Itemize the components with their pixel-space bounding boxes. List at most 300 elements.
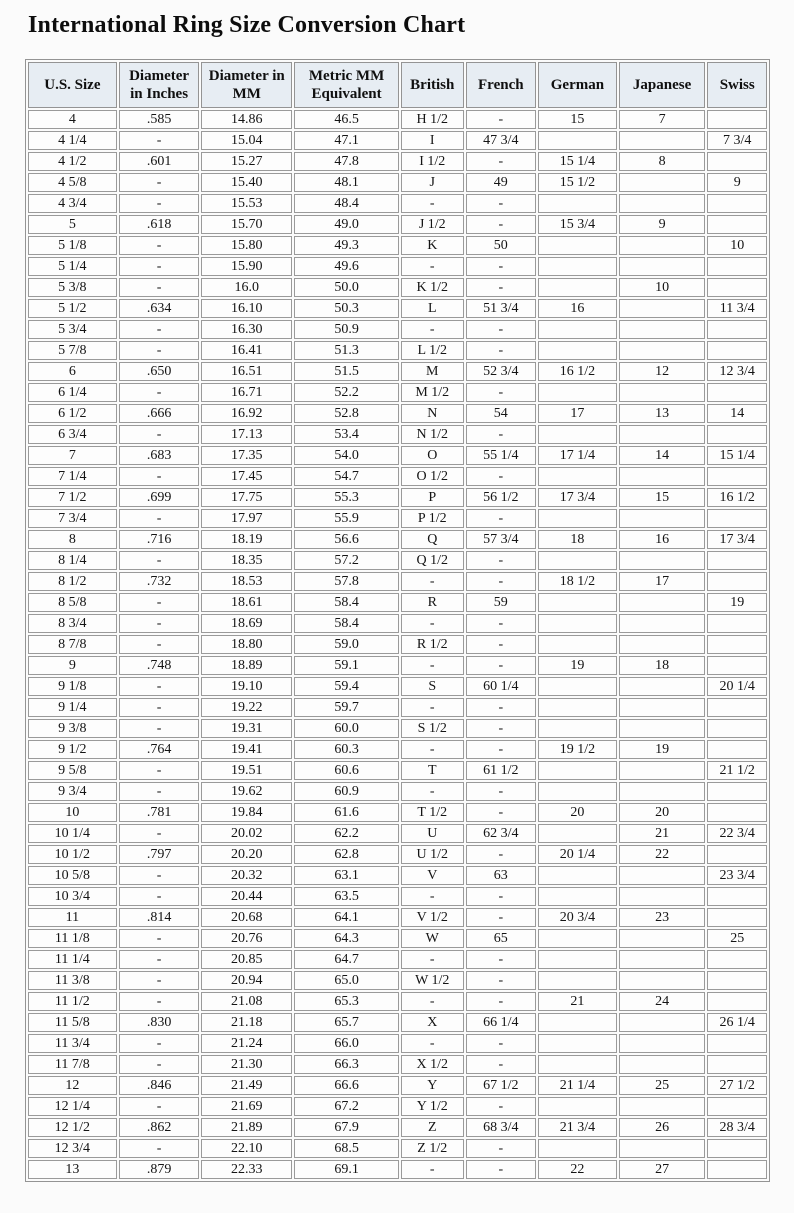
table-cell: 8 7/8 — [28, 635, 117, 654]
table-cell: - — [119, 929, 200, 948]
table-cell — [707, 509, 767, 528]
table-cell: 20.44 — [201, 887, 292, 906]
table-cell — [619, 1034, 706, 1053]
table-cell: 63.5 — [294, 887, 399, 906]
table-cell: 12 1/2 — [28, 1118, 117, 1137]
table-cell: 22 — [619, 845, 706, 864]
table-cell: 60.0 — [294, 719, 399, 738]
table-cell: 21.89 — [201, 1118, 292, 1137]
table-cell: L 1/2 — [401, 341, 464, 360]
table-cell — [707, 383, 767, 402]
table-row — [28, 1034, 767, 1053]
table-cell: O — [401, 446, 464, 465]
table-cell: 55.3 — [294, 488, 399, 507]
table-cell — [538, 614, 617, 633]
table-cell — [619, 782, 706, 801]
table-cell: 57 3/4 — [466, 530, 537, 549]
table-cell: - — [466, 383, 537, 402]
table-cell: 15.53 — [201, 194, 292, 213]
table-cell — [619, 1097, 706, 1116]
table-cell: 48.1 — [294, 173, 399, 192]
table-cell: - — [119, 992, 200, 1011]
table-cell: 58.4 — [294, 593, 399, 612]
table-cell: 7 — [28, 446, 117, 465]
table-cell — [619, 173, 706, 192]
table-cell — [707, 845, 767, 864]
table-cell: .814 — [119, 908, 200, 927]
table-cell: - — [466, 1097, 537, 1116]
table-cell: 21 3/4 — [538, 1118, 617, 1137]
table-cell: 9 — [28, 656, 117, 675]
table-cell — [707, 572, 767, 591]
table-row — [28, 761, 767, 780]
table-cell: - — [119, 1139, 200, 1158]
table-cell: 15.27 — [201, 152, 292, 171]
table-cell: 65.3 — [294, 992, 399, 1011]
table-cell: 59.4 — [294, 677, 399, 696]
table-cell — [619, 866, 706, 885]
table-cell: 26 — [619, 1118, 706, 1137]
table-row — [28, 908, 767, 927]
table-row — [28, 530, 767, 549]
table-cell: 10 1/2 — [28, 845, 117, 864]
table-cell: 62.2 — [294, 824, 399, 843]
table-cell: - — [119, 824, 200, 843]
table-row — [28, 572, 767, 591]
table-cell: .879 — [119, 1160, 200, 1179]
table-cell: 10 5/8 — [28, 866, 117, 885]
table-body — [28, 110, 767, 1179]
table-cell: 21.30 — [201, 1055, 292, 1074]
table-row — [28, 509, 767, 528]
table-cell: 50 — [466, 236, 537, 255]
table-cell: .699 — [119, 488, 200, 507]
table-cell: 18.89 — [201, 656, 292, 675]
table-cell: P — [401, 488, 464, 507]
table-cell: .618 — [119, 215, 200, 234]
table-cell: - — [401, 257, 464, 276]
table-cell — [538, 131, 617, 150]
table-cell: - — [466, 992, 537, 1011]
table-cell: 16.10 — [201, 299, 292, 318]
table-cell: - — [401, 992, 464, 1011]
table-cell: 17 — [619, 572, 706, 591]
table-row — [28, 467, 767, 486]
table-cell — [619, 1013, 706, 1032]
table-cell: S 1/2 — [401, 719, 464, 738]
table-cell: - — [119, 509, 200, 528]
table-cell: 59 — [466, 593, 537, 612]
table-row — [28, 404, 767, 423]
table-cell: T 1/2 — [401, 803, 464, 822]
table-cell: 49.6 — [294, 257, 399, 276]
table-cell: 9 5/8 — [28, 761, 117, 780]
table-cell: 11 3/4 — [707, 299, 767, 318]
table-cell — [619, 236, 706, 255]
table-cell: .862 — [119, 1118, 200, 1137]
table-cell: 7 1/2 — [28, 488, 117, 507]
table-cell — [538, 383, 617, 402]
table-row — [28, 1076, 767, 1095]
table-cell: 48.4 — [294, 194, 399, 213]
table-cell: - — [119, 593, 200, 612]
table-cell — [538, 887, 617, 906]
table-cell: 21.49 — [201, 1076, 292, 1095]
table-cell: Y — [401, 1076, 464, 1095]
table-cell: 9 3/8 — [28, 719, 117, 738]
table-cell — [619, 887, 706, 906]
table-cell: - — [119, 236, 200, 255]
table-cell: 52 3/4 — [466, 362, 537, 381]
table-row — [28, 866, 767, 885]
table-cell: 9 1/2 — [28, 740, 117, 759]
table-cell: 65.7 — [294, 1013, 399, 1032]
table-cell: 5 — [28, 215, 117, 234]
table-cell — [538, 257, 617, 276]
table-cell: - — [119, 950, 200, 969]
table-cell: .650 — [119, 362, 200, 381]
table-cell: 18.19 — [201, 530, 292, 549]
table-cell: 19 — [707, 593, 767, 612]
table-cell: 60.3 — [294, 740, 399, 759]
table-cell — [619, 194, 706, 213]
table-cell — [538, 1034, 617, 1053]
table-cell — [707, 992, 767, 1011]
table-cell: R — [401, 593, 464, 612]
table-cell — [619, 698, 706, 717]
table-cell: - — [119, 173, 200, 192]
table-cell: - — [466, 194, 537, 213]
table-row — [28, 992, 767, 1011]
table-cell — [707, 1097, 767, 1116]
table-cell: 55 1/4 — [466, 446, 537, 465]
table-cell: 21.24 — [201, 1034, 292, 1053]
table-cell — [619, 341, 706, 360]
table-cell — [538, 635, 617, 654]
table-cell — [707, 110, 767, 129]
table-cell — [707, 740, 767, 759]
table-cell — [619, 593, 706, 612]
table-cell: 13 — [619, 404, 706, 423]
table-cell — [619, 425, 706, 444]
table-cell: 24 — [619, 992, 706, 1011]
table-cell: Q 1/2 — [401, 551, 464, 570]
column-header: Swiss — [707, 62, 767, 108]
table-cell: N — [401, 404, 464, 423]
page-title: International Ring Size Conversion Chart — [28, 12, 466, 38]
table-cell — [619, 761, 706, 780]
table-cell — [707, 614, 767, 633]
table-cell — [538, 1097, 617, 1116]
table-cell: 17.97 — [201, 509, 292, 528]
table-row — [28, 446, 767, 465]
table-row — [28, 782, 767, 801]
table-cell — [707, 908, 767, 927]
table-cell — [619, 509, 706, 528]
table-cell — [538, 719, 617, 738]
table-cell: U — [401, 824, 464, 843]
table-header-row — [28, 62, 767, 108]
table-cell — [619, 635, 706, 654]
table-cell: 21 — [538, 992, 617, 1011]
table-cell: 49.0 — [294, 215, 399, 234]
table-row — [28, 929, 767, 948]
table-cell: 14 — [707, 404, 767, 423]
table-cell: Q — [401, 530, 464, 549]
table-cell: 13 — [28, 1160, 117, 1179]
table-cell: X 1/2 — [401, 1055, 464, 1074]
table-cell: 63.1 — [294, 866, 399, 885]
table-cell: 47.1 — [294, 131, 399, 150]
table-cell: 15.80 — [201, 236, 292, 255]
table-cell: - — [466, 278, 537, 297]
table-cell: 20.85 — [201, 950, 292, 969]
table-row — [28, 425, 767, 444]
table-cell: - — [119, 635, 200, 654]
table-cell: 16.71 — [201, 383, 292, 402]
table-cell: 11 1/2 — [28, 992, 117, 1011]
table-cell: 15 1/2 — [538, 173, 617, 192]
table-cell: 66.3 — [294, 1055, 399, 1074]
table-cell: 8 5/8 — [28, 593, 117, 612]
table-cell: 15 — [538, 110, 617, 129]
table-row — [28, 299, 767, 318]
table-cell: 53.4 — [294, 425, 399, 444]
table-cell: 19.62 — [201, 782, 292, 801]
table-cell: 4 3/4 — [28, 194, 117, 213]
table-cell: 15.90 — [201, 257, 292, 276]
table-cell: 16.51 — [201, 362, 292, 381]
table-cell: W 1/2 — [401, 971, 464, 990]
table-cell: 17 3/4 — [538, 488, 617, 507]
table-cell: 17.35 — [201, 446, 292, 465]
table-cell: 21 1/4 — [538, 1076, 617, 1095]
table-cell: - — [466, 467, 537, 486]
table-cell: 46.5 — [294, 110, 399, 129]
table-cell: - — [119, 698, 200, 717]
table-cell: M 1/2 — [401, 383, 464, 402]
table-cell — [538, 950, 617, 969]
table-cell: M — [401, 362, 464, 381]
table-cell — [707, 152, 767, 171]
table-cell — [707, 551, 767, 570]
column-header: Diameter in MM — [201, 62, 292, 108]
table-cell: 11 3/4 — [28, 1034, 117, 1053]
table-cell: 6 3/4 — [28, 425, 117, 444]
table-cell — [619, 719, 706, 738]
table-row — [28, 1160, 767, 1179]
table-cell: 19 1/2 — [538, 740, 617, 759]
table-cell — [619, 614, 706, 633]
table-cell: 16.41 — [201, 341, 292, 360]
table-cell: 7 3/4 — [707, 131, 767, 150]
table-cell — [707, 1139, 767, 1158]
table-cell — [538, 194, 617, 213]
table-cell — [707, 425, 767, 444]
table-cell: 19 — [538, 656, 617, 675]
table-cell: 47.8 — [294, 152, 399, 171]
table-cell: L — [401, 299, 464, 318]
table-cell: 25 — [619, 1076, 706, 1095]
table-cell: 59.7 — [294, 698, 399, 717]
table-row — [28, 551, 767, 570]
table-row — [28, 1118, 767, 1137]
table-cell — [538, 698, 617, 717]
table-row — [28, 677, 767, 696]
table-cell — [707, 782, 767, 801]
table-cell — [707, 803, 767, 822]
column-header: Japanese — [619, 62, 706, 108]
table-cell: 9 1/8 — [28, 677, 117, 696]
table-cell: 59.0 — [294, 635, 399, 654]
table-cell — [707, 278, 767, 297]
table-cell — [707, 950, 767, 969]
table-cell: O 1/2 — [401, 467, 464, 486]
table-cell — [707, 698, 767, 717]
table-cell: 50.0 — [294, 278, 399, 297]
table-cell: 60 1/4 — [466, 677, 537, 696]
table-cell — [619, 677, 706, 696]
table-cell: 18.69 — [201, 614, 292, 633]
table-cell: N 1/2 — [401, 425, 464, 444]
table-cell: 67 1/2 — [466, 1076, 537, 1095]
table-cell: 64.1 — [294, 908, 399, 927]
table-cell: 4 1/2 — [28, 152, 117, 171]
table-cell: - — [119, 551, 200, 570]
table-cell: 27 — [619, 1160, 706, 1179]
table-row — [28, 887, 767, 906]
table-cell: - — [466, 740, 537, 759]
table-cell: - — [119, 1055, 200, 1074]
table-cell: K — [401, 236, 464, 255]
table-cell: 16 1/2 — [707, 488, 767, 507]
table-cell: 15.40 — [201, 173, 292, 192]
table-cell — [538, 509, 617, 528]
column-header: German — [538, 62, 617, 108]
table-cell — [538, 1055, 617, 1074]
table-cell — [538, 278, 617, 297]
table-cell: 27 1/2 — [707, 1076, 767, 1095]
table-cell — [707, 320, 767, 339]
table-cell: .830 — [119, 1013, 200, 1032]
table-cell — [619, 971, 706, 990]
table-cell: 4 — [28, 110, 117, 129]
table-cell: 20 1/4 — [707, 677, 767, 696]
table-cell: 22 — [538, 1160, 617, 1179]
table-cell: 12 3/4 — [707, 362, 767, 381]
table-cell: - — [119, 467, 200, 486]
table-cell: 64.3 — [294, 929, 399, 948]
table-cell: 18.53 — [201, 572, 292, 591]
table-cell: 14 — [619, 446, 706, 465]
table-cell: .764 — [119, 740, 200, 759]
table-cell: - — [466, 887, 537, 906]
table-cell: 69.1 — [294, 1160, 399, 1179]
table-cell: 47 3/4 — [466, 131, 537, 150]
table-cell: 16 — [619, 530, 706, 549]
column-header: French — [466, 62, 537, 108]
table-cell — [538, 971, 617, 990]
table-cell: 8 1/2 — [28, 572, 117, 591]
table-cell — [707, 719, 767, 738]
table-cell: Z — [401, 1118, 464, 1137]
table-cell — [538, 677, 617, 696]
table-cell: J — [401, 173, 464, 192]
table-cell: 66.6 — [294, 1076, 399, 1095]
table-cell — [619, 950, 706, 969]
table-cell: 20.68 — [201, 908, 292, 927]
table-cell: - — [466, 803, 537, 822]
table-row — [28, 698, 767, 717]
table-cell: - — [401, 950, 464, 969]
table-row — [28, 383, 767, 402]
table-cell: 20.94 — [201, 971, 292, 990]
table-cell: 67.9 — [294, 1118, 399, 1137]
table-cell: 7 — [619, 110, 706, 129]
table-cell: - — [119, 887, 200, 906]
table-cell: - — [401, 1160, 464, 1179]
table-cell: 17.75 — [201, 488, 292, 507]
table-cell: 61.6 — [294, 803, 399, 822]
table-cell: U 1/2 — [401, 845, 464, 864]
table-cell: - — [466, 1160, 537, 1179]
table-cell: - — [466, 950, 537, 969]
table-row — [28, 614, 767, 633]
table-row — [28, 152, 767, 171]
table-row — [28, 194, 767, 213]
table-cell: 16 — [538, 299, 617, 318]
table-cell: 9 3/4 — [28, 782, 117, 801]
table-cell: 17 3/4 — [707, 530, 767, 549]
table-row — [28, 845, 767, 864]
table-cell: - — [466, 320, 537, 339]
table-cell: 8 3/4 — [28, 614, 117, 633]
table-cell: 7 1/4 — [28, 467, 117, 486]
table-cell: 23 3/4 — [707, 866, 767, 885]
table-cell: .797 — [119, 845, 200, 864]
table-cell — [619, 299, 706, 318]
table-cell: 22.33 — [201, 1160, 292, 1179]
table-cell: 12 3/4 — [28, 1139, 117, 1158]
table-cell: 20.32 — [201, 866, 292, 885]
table-cell: Y 1/2 — [401, 1097, 464, 1116]
table-cell: 60.6 — [294, 761, 399, 780]
table-cell: 20 3/4 — [538, 908, 617, 927]
table-cell: 12 1/4 — [28, 1097, 117, 1116]
table-cell: 6 — [28, 362, 117, 381]
table-row — [28, 1055, 767, 1074]
table-cell: 9 — [707, 173, 767, 192]
table-cell: 10 3/4 — [28, 887, 117, 906]
table-cell: 19.22 — [201, 698, 292, 717]
table-cell: - — [466, 782, 537, 801]
column-header: Metric MM Equivalent — [294, 62, 399, 108]
table-cell: 11 5/8 — [28, 1013, 117, 1032]
table-cell: 9 1/4 — [28, 698, 117, 717]
table-cell: .634 — [119, 299, 200, 318]
table-cell: 11 — [28, 908, 117, 927]
table-cell: - — [119, 257, 200, 276]
table-cell: 62 3/4 — [466, 824, 537, 843]
table-cell — [707, 341, 767, 360]
table-cell: 16.92 — [201, 404, 292, 423]
table-cell: 23 — [619, 908, 706, 927]
table-cell: - — [466, 341, 537, 360]
table-cell: 61 1/2 — [466, 761, 537, 780]
table-cell: - — [466, 1139, 537, 1158]
table-cell: 66.0 — [294, 1034, 399, 1053]
table-cell: - — [466, 908, 537, 927]
